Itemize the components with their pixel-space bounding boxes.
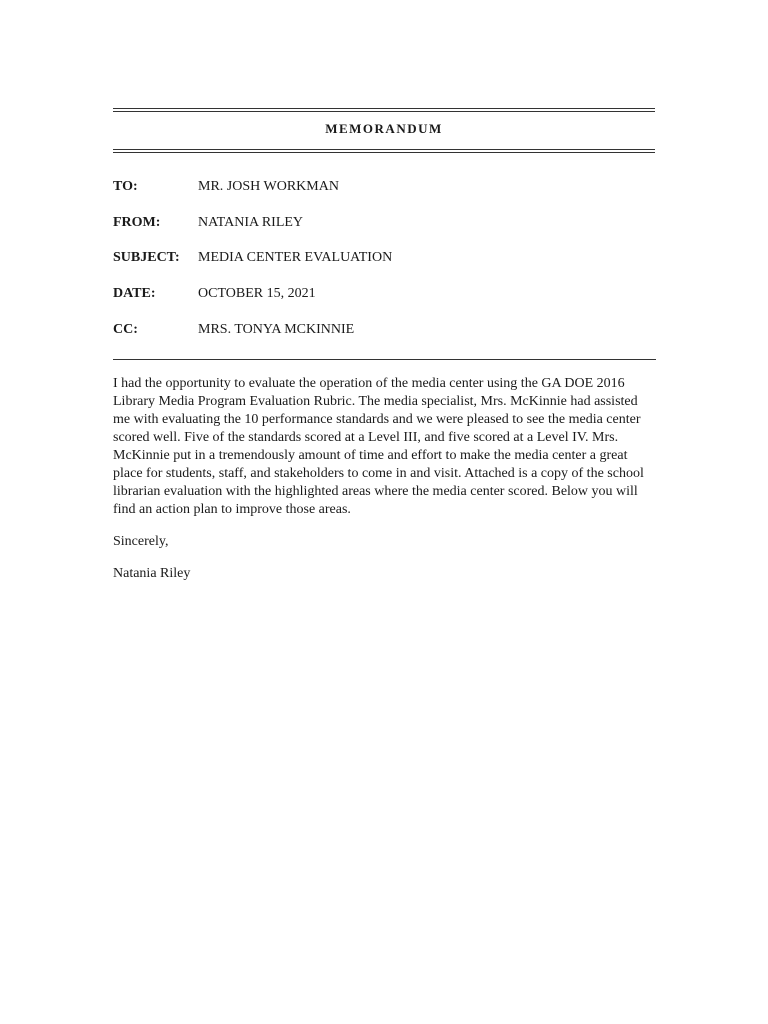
cc-field — [113, 322, 655, 342]
closing: Sincerely, — [113, 534, 169, 549]
header-bottom-double-rule — [113, 149, 655, 153]
header-top-double-rule — [113, 108, 655, 112]
from-label: FROM: — [113, 215, 161, 230]
memo-title: MEMORANDUM — [325, 121, 443, 136]
date-label: DATE: — [113, 286, 156, 301]
subject-field — [113, 250, 655, 270]
to-label: TO: — [113, 179, 138, 194]
date-value: OCTOBER 15, 2021 — [198, 286, 316, 301]
to-value: MR. JOSH WORKMAN — [198, 179, 339, 194]
to-field — [113, 179, 655, 199]
signature-name: Natania Riley — [113, 566, 191, 581]
cc-value: MRS. TONYA MCKINNIE — [198, 322, 355, 337]
subject-value: MEDIA CENTER EVALUATION — [198, 250, 393, 265]
subject-label: SUBJECT: — [113, 250, 180, 265]
header-divider — [113, 359, 656, 360]
memo-body: I had the opportunity to evaluate the operation of the media center using the GA DOE 2016 Library Media Program Evaluation Rubric. The media specialist, Mrs. McKinnie had assisted me with evaluating the 10 performance standards and we were pleased to see the media center scored well. Five of the standards scored at a Level III, and five scored at a Level IV. Mrs. McKinnie put in a tremendously amount of time and effort to make the media center a great place for students, staff, and stakeholders to come in and visit. Attached is a copy of the school librarian evaluation with the highlighted areas where the media center scored. Below you will find an action plan to improve those areas. — [113, 376, 644, 517]
from-value: NATANIA RILEY — [198, 215, 304, 230]
date-field — [113, 286, 655, 306]
from-field — [113, 215, 655, 235]
cc-label: CC: — [113, 322, 138, 337]
